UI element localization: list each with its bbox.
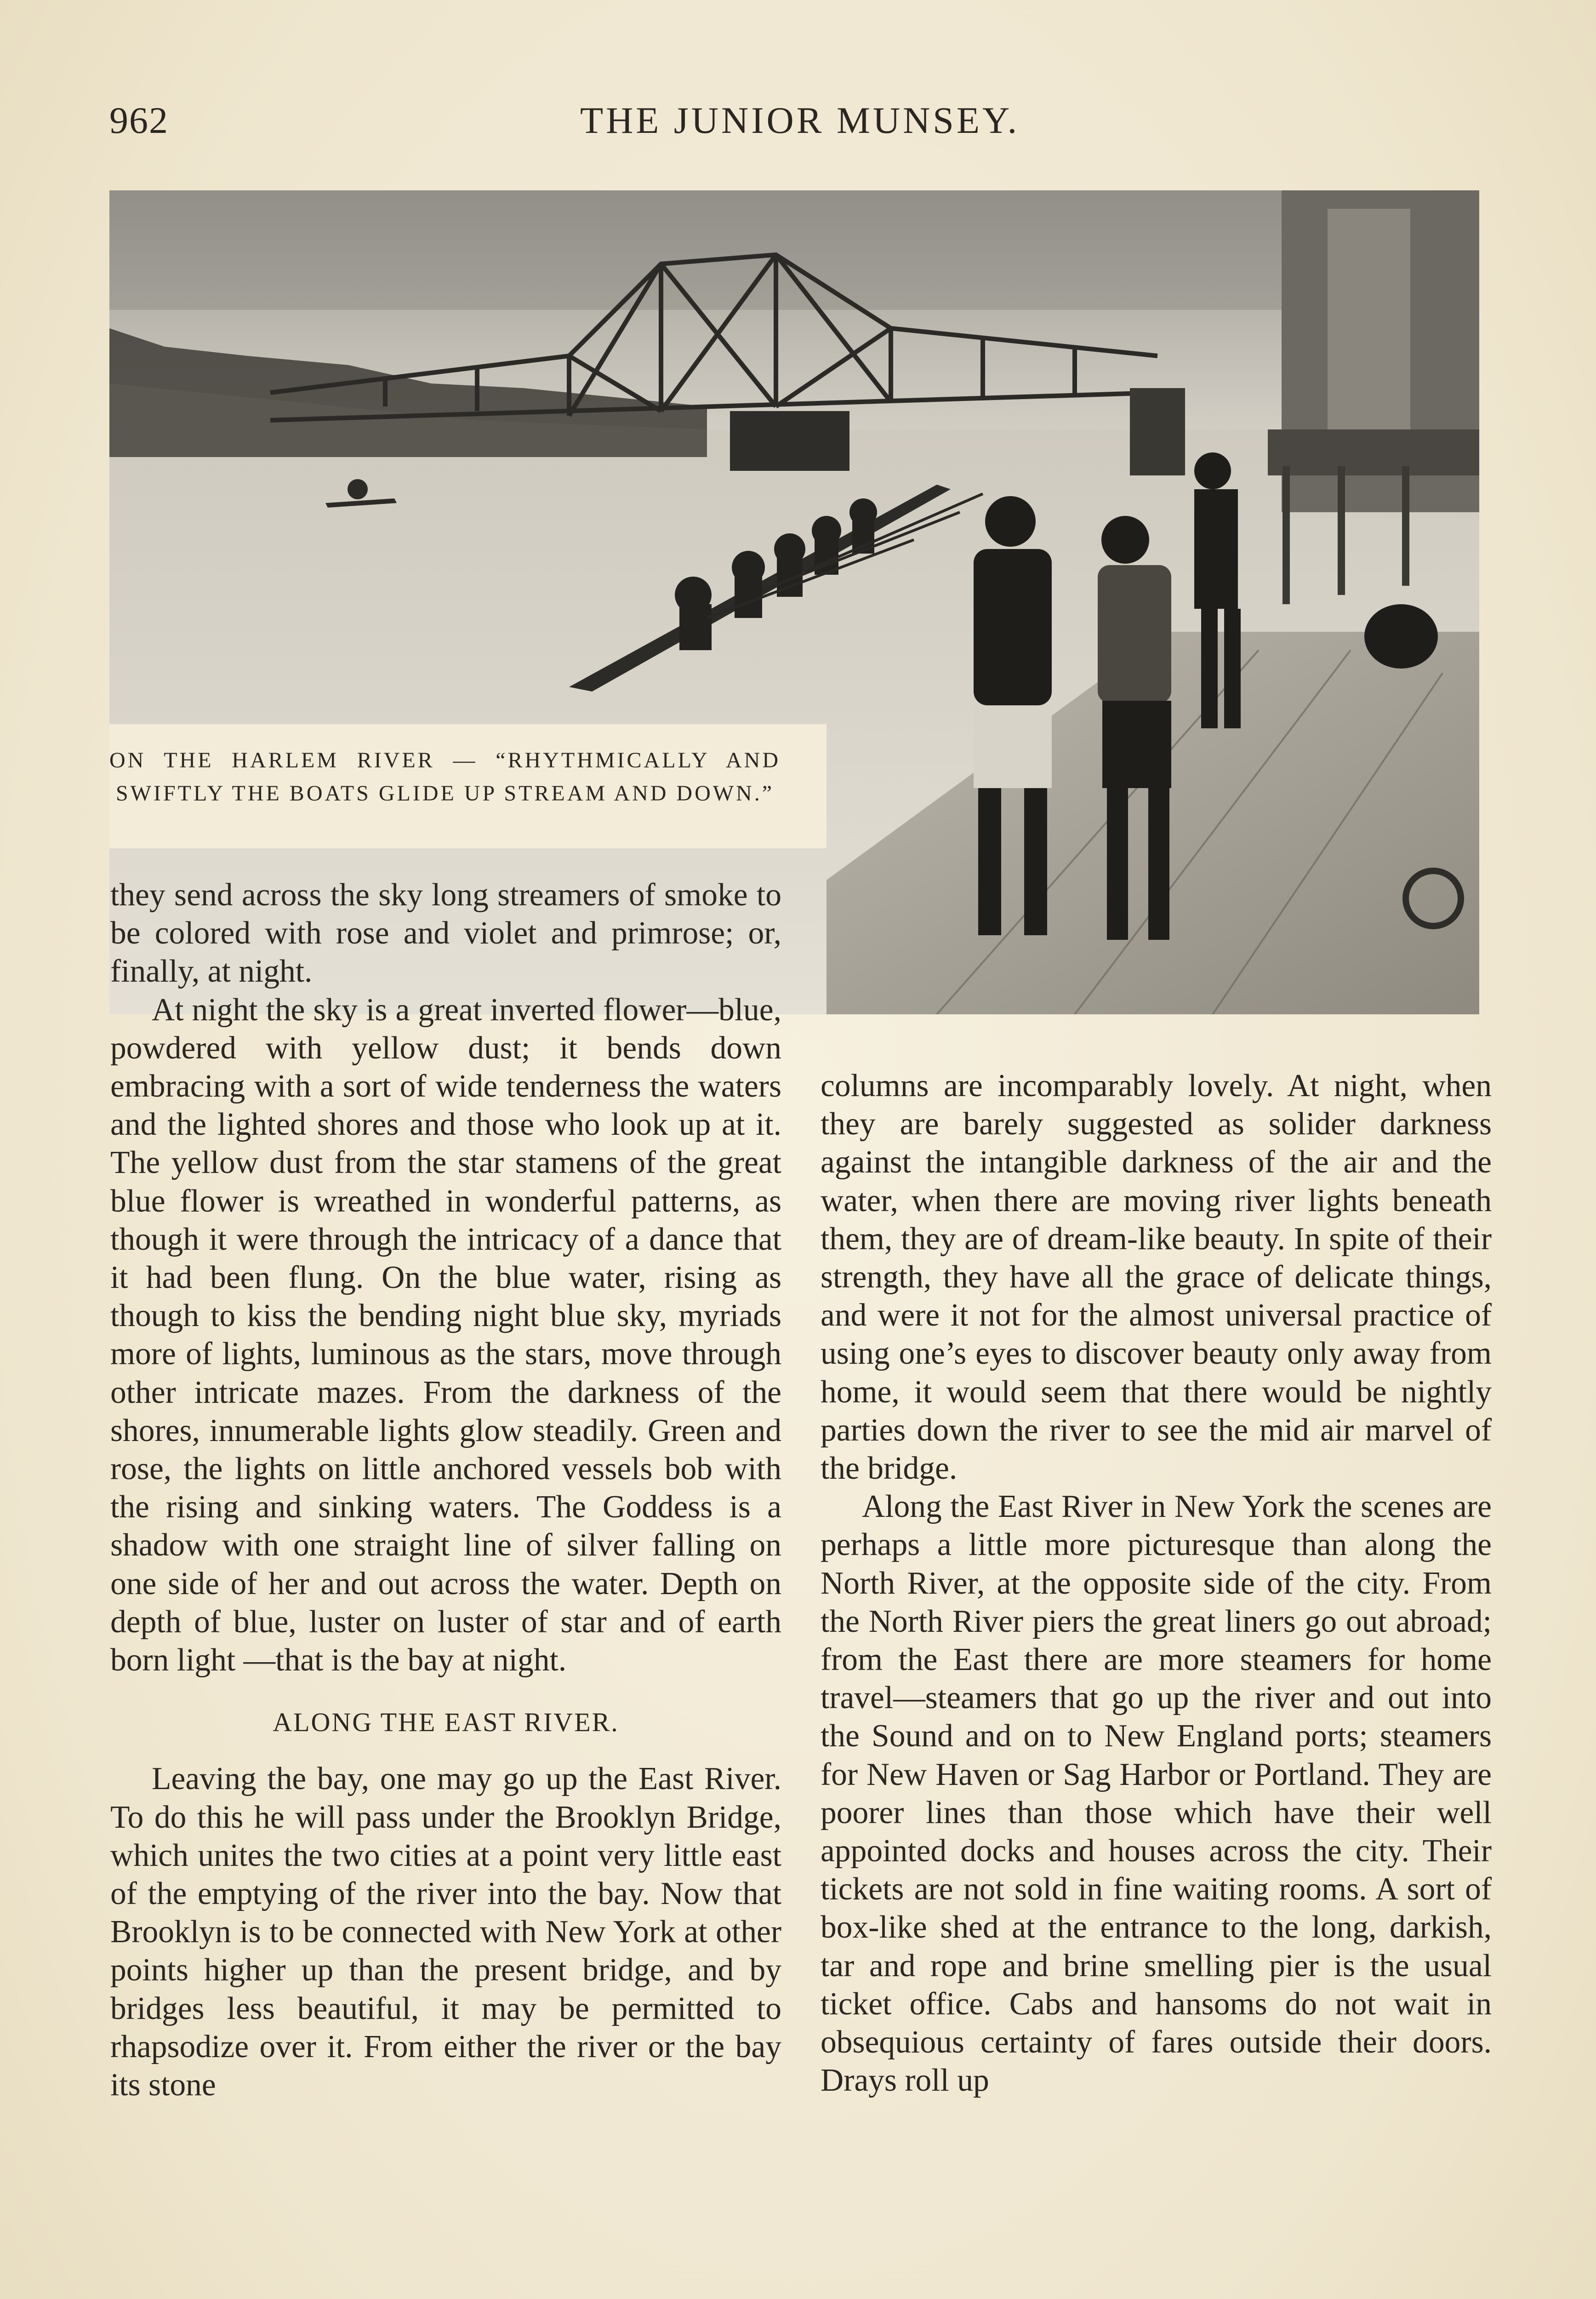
paragraph: Leaving the bay, one may go up the East River. To do this he will pass under the Brooklyn Bridge, which unites the two cities at a point very little east of the emptying of the river into the bay. Now that Brooklyn is to be connected with New York at other points higher up than the present bridge, and by bridges less beautiful, it may be permitted to rhapsodize over it. From either the river or the bay its stone	[110, 1761, 781, 2103]
left-column	[110, 876, 781, 2104]
running-title: THE JUNIOR MUNSEY.	[580, 99, 1020, 141]
paragraph: Along the East River in New York the scenes are perhaps a little more picturesque than along the North River, at the opposite side of the city. From the North River piers the great liners go out abroad; from the East there are more steamers for home travel—steamers that go up the river and out into the Sound and on to New England ports; steamers for New Haven or Sag Harbor or Portland. They are poorer lines than those which have their well appointed docks and houses across the city. Their tickets are not sold in fine waiting rooms. A sort of box-like shed at the entrance to the long, darkish, tar and rope and brine smelling pier is the usual ticket office. Cabs and hansoms do not wait in obsequious certainty of fares outside their doors. Drays roll up	[821, 1489, 1492, 2099]
page-number: 962	[109, 99, 169, 141]
paragraph: they send across the sky long streamers of smoke to be colored with rose and violet and primrose; or, finally, at night.	[110, 877, 781, 989]
right-column	[821, 1067, 1492, 2099]
illustration-caption: ON THE HARLEM RIVER — “RHYTHMICALLY AND SWIFTLY THE BOATS GLIDE UP STREAM AND DOWN.”	[109, 748, 781, 806]
paragraph: columns are incomparably lovely. At night, when they are barely suggested as solider darkness against the intangible darkness of the air and the water, when there are moving river lights beneath them, they are of dream-like beauty. In spite of their strength, they have all the grace of delicate things, and were it not for the almost universal practice of using one’s eyes to discover beauty only away from home, it would seem that there would be nightly parties down the river to see the mid air marvel of the bridge.	[821, 1068, 1492, 1487]
section-heading: ALONG THE EAST RIVER.	[273, 1707, 619, 1738]
paragraph: At night the sky is a great inverted flower—blue, powdered with yellow dust; it bends down embracing with a sort of wide tenderness the waters and the lighted shores and those who look up at it. The yellow dust from the star stamens of the great blue flower is wreathed in wonderful patterns, as though it were through the intricacy of a dance that it had been flung. On the blue water, rising as though to kiss the bending night blue sky, myriads more of lights, luminous as the stars, move through other intricate mazes. From the darkness of the shores, innumerable lights glow steadily. Green and rose, the lights on little anchored vessels bob with the rising and sinking waters. The Goddess is a shadow with one straight line of silver falling on one side of her and out across the water. Depth on depth of blue, luster on luster of star and of earth born light —that is the bay at night.	[110, 992, 781, 1678]
